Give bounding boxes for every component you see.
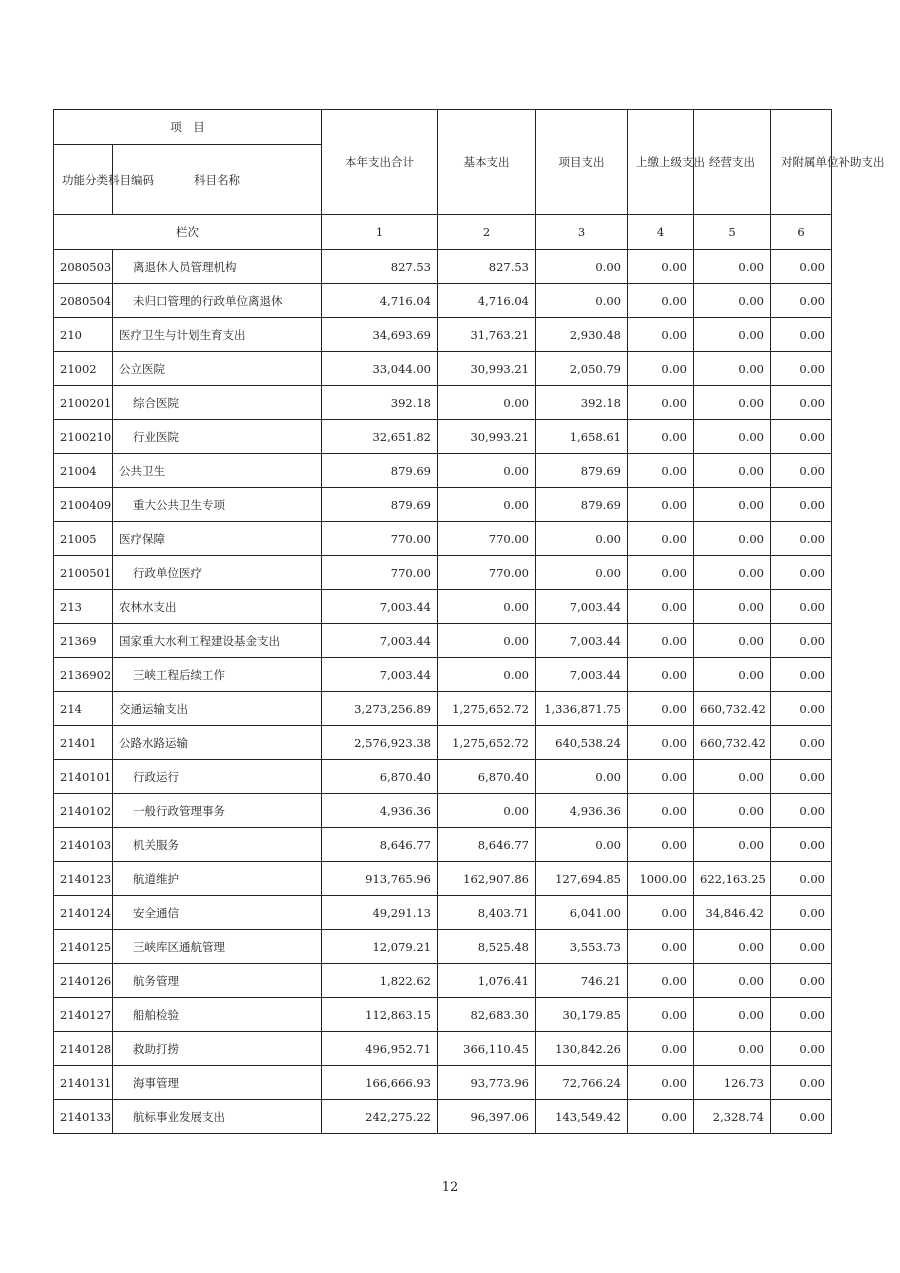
amount-total: 7,003.44: [322, 624, 438, 658]
amount-business: 126.73: [694, 1066, 771, 1100]
subject-name: 三峡工程后续工作: [113, 658, 322, 692]
amount-basic: 8,403.71: [438, 896, 536, 930]
subject-name: 航标事业发展支出: [113, 1100, 322, 1134]
subject-name: 医疗保障: [113, 522, 322, 556]
amount-basic: 770.00: [438, 522, 536, 556]
col-header-business: 经营支出: [694, 110, 771, 215]
amount-business: 34,846.42: [694, 896, 771, 930]
amount-business: 0.00: [694, 930, 771, 964]
amount-total: 34,693.69: [322, 318, 438, 352]
amount-basic: 366,110.45: [438, 1032, 536, 1066]
amount-remit: 0.00: [628, 964, 694, 998]
subject-code: 2140102: [54, 794, 113, 828]
amount-business: 0.00: [694, 998, 771, 1032]
subject-code: 2140103: [54, 828, 113, 862]
table-row: [54, 420, 832, 454]
amount-remit: 0.00: [628, 726, 694, 760]
amount-business: 0.00: [694, 964, 771, 998]
subject-name: 行业医院: [113, 420, 322, 454]
amount-remit: 0.00: [628, 1100, 694, 1134]
amount-remit: 0.00: [628, 692, 694, 726]
amount-business: 660,732.42: [694, 726, 771, 760]
subject-code: 21369: [54, 624, 113, 658]
table-row: [54, 964, 832, 998]
subject-code: 2140126: [54, 964, 113, 998]
amount-total: 879.69: [322, 488, 438, 522]
amount-subsidy: 0.00: [771, 454, 832, 488]
amount-basic: 6,870.40: [438, 760, 536, 794]
amount-total: 879.69: [322, 454, 438, 488]
table-row: [54, 386, 832, 420]
amount-basic: 82,683.30: [438, 998, 536, 1032]
code-col-header: 功能分类科目编码: [54, 145, 113, 215]
amount-project: 7,003.44: [536, 658, 628, 692]
amount-subsidy: 0.00: [771, 522, 832, 556]
subject-name: 航务管理: [113, 964, 322, 998]
table-row: [54, 692, 832, 726]
amount-subsidy: 0.00: [771, 420, 832, 454]
amount-business: 0.00: [694, 250, 771, 284]
amount-total: 12,079.21: [322, 930, 438, 964]
amount-project: 0.00: [536, 250, 628, 284]
subject-code: 2140123: [54, 862, 113, 896]
project-header: 项 目: [54, 110, 322, 145]
amount-total: 4,716.04: [322, 284, 438, 318]
amount-remit: 0.00: [628, 488, 694, 522]
amount-basic: 0.00: [438, 488, 536, 522]
amount-project: 879.69: [536, 454, 628, 488]
subject-name: 未归口管理的行政单位离退休: [113, 284, 322, 318]
amount-remit: 0.00: [628, 556, 694, 590]
amount-project: 1,336,871.75: [536, 692, 628, 726]
subject-name: 航道维护: [113, 862, 322, 896]
amount-remit: 0.00: [628, 284, 694, 318]
amount-business: 0.00: [694, 794, 771, 828]
table-row: [54, 284, 832, 318]
table-row: [54, 726, 832, 760]
amount-total: 496,952.71: [322, 1032, 438, 1066]
amount-basic: 4,716.04: [438, 284, 536, 318]
amount-business: 0.00: [694, 1032, 771, 1066]
amount-remit: 0.00: [628, 658, 694, 692]
subject-name: 公共卫生: [113, 454, 322, 488]
subject-code: 2140133: [54, 1100, 113, 1134]
amount-project: 72,766.24: [536, 1066, 628, 1100]
col-index: 3: [536, 215, 628, 250]
amount-project: 2,930.48: [536, 318, 628, 352]
amount-subsidy: 0.00: [771, 556, 832, 590]
amount-subsidy: 0.00: [771, 1032, 832, 1066]
amount-total: 827.53: [322, 250, 438, 284]
subject-name: 安全通信: [113, 896, 322, 930]
amount-total: 6,870.40: [322, 760, 438, 794]
table-row: [54, 352, 832, 386]
amount-project: 2,050.79: [536, 352, 628, 386]
amount-remit: 0.00: [628, 386, 694, 420]
amount-subsidy: 0.00: [771, 250, 832, 284]
amount-remit: 1000.00: [628, 862, 694, 896]
expenditure-table: [53, 109, 885, 1134]
amount-project: 4,936.36: [536, 794, 628, 828]
amount-basic: 770.00: [438, 556, 536, 590]
col-header-subsidy: 对附属单位补助支出: [771, 110, 832, 215]
subject-code: 2140128: [54, 1032, 113, 1066]
amount-total: 7,003.44: [322, 590, 438, 624]
amount-subsidy: 0.00: [771, 726, 832, 760]
table-row: [54, 896, 832, 930]
amount-basic: 8,525.48: [438, 930, 536, 964]
amount-business: 0.00: [694, 454, 771, 488]
amount-basic: 0.00: [438, 658, 536, 692]
amount-subsidy: 0.00: [771, 284, 832, 318]
amount-business: 0.00: [694, 828, 771, 862]
amount-project: 30,179.85: [536, 998, 628, 1032]
col-index: 5: [694, 215, 771, 250]
amount-subsidy: 0.00: [771, 930, 832, 964]
amount-basic: 1,275,652.72: [438, 692, 536, 726]
subject-code: 2100409: [54, 488, 113, 522]
subject-name: 行政运行: [113, 760, 322, 794]
subject-code: 213: [54, 590, 113, 624]
amount-subsidy: 0.00: [771, 1066, 832, 1100]
subject-code: 2140127: [54, 998, 113, 1032]
amount-total: 1,822.62: [322, 964, 438, 998]
amount-remit: 0.00: [628, 1032, 694, 1066]
amount-subsidy: 0.00: [771, 352, 832, 386]
subject-code: 2100210: [54, 420, 113, 454]
amount-business: 0.00: [694, 590, 771, 624]
amount-business: 0.00: [694, 760, 771, 794]
col-header-project: 项目支出: [536, 110, 628, 215]
subject-code: 2140101: [54, 760, 113, 794]
col-index: 6: [771, 215, 832, 250]
amount-subsidy: 0.00: [771, 692, 832, 726]
amount-basic: 1,076.41: [438, 964, 536, 998]
table-row: [54, 522, 832, 556]
col-index: 1: [322, 215, 438, 250]
amount-business: 0.00: [694, 352, 771, 386]
amount-basic: 0.00: [438, 454, 536, 488]
amount-project: 0.00: [536, 828, 628, 862]
amount-project: 879.69: [536, 488, 628, 522]
amount-project: 746.21: [536, 964, 628, 998]
amount-total: 112,863.15: [322, 998, 438, 1032]
row-index-label: 栏次: [54, 215, 322, 250]
table-row: [54, 998, 832, 1032]
table-row: [54, 488, 832, 522]
amount-remit: 0.00: [628, 930, 694, 964]
amount-remit: 0.00: [628, 318, 694, 352]
amount-subsidy: 0.00: [771, 386, 832, 420]
amount-basic: 827.53: [438, 250, 536, 284]
subject-name: 船舶检验: [113, 998, 322, 1032]
table-row: [54, 1066, 832, 1100]
amount-total: 770.00: [322, 522, 438, 556]
amount-project: 1,658.61: [536, 420, 628, 454]
table-row: [54, 1100, 832, 1134]
table-row: [54, 250, 832, 284]
amount-project: 0.00: [536, 556, 628, 590]
amount-subsidy: 0.00: [771, 488, 832, 522]
subject-code: 21004: [54, 454, 113, 488]
subject-code: 2080503: [54, 250, 113, 284]
amount-total: 32,651.82: [322, 420, 438, 454]
amount-remit: 0.00: [628, 590, 694, 624]
amount-total: 166,666.93: [322, 1066, 438, 1100]
amount-business: 0.00: [694, 522, 771, 556]
amount-basic: 31,763.21: [438, 318, 536, 352]
amount-remit: 0.00: [628, 522, 694, 556]
table-row: [54, 590, 832, 624]
amount-project: 130,842.26: [536, 1032, 628, 1066]
amount-total: 2,576,923.38: [322, 726, 438, 760]
amount-project: 0.00: [536, 284, 628, 318]
amount-total: 913,765.96: [322, 862, 438, 896]
amount-project: 392.18: [536, 386, 628, 420]
subject-code: 2080504: [54, 284, 113, 318]
amount-remit: 0.00: [628, 760, 694, 794]
amount-basic: 0.00: [438, 794, 536, 828]
amount-basic: 30,993.21: [438, 352, 536, 386]
amount-subsidy: 0.00: [771, 658, 832, 692]
amount-basic: 96,397.06: [438, 1100, 536, 1134]
amount-remit: 0.00: [628, 794, 694, 828]
amount-remit: 0.00: [628, 1066, 694, 1100]
amount-basic: 162,907.86: [438, 862, 536, 896]
subject-code: 21005: [54, 522, 113, 556]
subject-code: 2100201: [54, 386, 113, 420]
table-row: [54, 1032, 832, 1066]
subject-name: 农林水支出: [113, 590, 322, 624]
amount-basic: 30,993.21: [438, 420, 536, 454]
table-row: [54, 454, 832, 488]
amount-subsidy: 0.00: [771, 828, 832, 862]
amount-remit: 0.00: [628, 624, 694, 658]
amount-total: 242,275.22: [322, 1100, 438, 1134]
amount-project: 127,694.85: [536, 862, 628, 896]
amount-basic: 0.00: [438, 590, 536, 624]
table-row: [54, 862, 832, 896]
amount-remit: 0.00: [628, 454, 694, 488]
amount-basic: 0.00: [438, 624, 536, 658]
table-row: [54, 624, 832, 658]
amount-basic: 0.00: [438, 386, 536, 420]
amount-project: 7,003.44: [536, 624, 628, 658]
amount-project: 6,041.00: [536, 896, 628, 930]
col-header-remit: 上缴上级支出: [628, 110, 694, 215]
table-row: [54, 828, 832, 862]
subject-name: 救助打捞: [113, 1032, 322, 1066]
subject-name: 行政单位医疗: [113, 556, 322, 590]
amount-subsidy: 0.00: [771, 624, 832, 658]
subject-code: 2140124: [54, 896, 113, 930]
amount-remit: 0.00: [628, 828, 694, 862]
name-col-header: 科目名称: [113, 145, 322, 215]
subject-name: 国家重大水利工程建设基金支出: [113, 624, 322, 658]
subject-name: 公立医院: [113, 352, 322, 386]
amount-total: 4,936.36: [322, 794, 438, 828]
amount-basic: 8,646.77: [438, 828, 536, 862]
amount-total: 7,003.44: [322, 658, 438, 692]
subject-name: 离退休人员管理机构: [113, 250, 322, 284]
amount-subsidy: 0.00: [771, 318, 832, 352]
amount-subsidy: 0.00: [771, 590, 832, 624]
table-row: [54, 760, 832, 794]
amount-project: 7,003.44: [536, 590, 628, 624]
amount-project: 0.00: [536, 760, 628, 794]
col-index: 4: [628, 215, 694, 250]
amount-total: 33,044.00: [322, 352, 438, 386]
table-row: [54, 556, 832, 590]
amount-project: 143,549.42: [536, 1100, 628, 1134]
col-header-total: 本年支出合计: [322, 110, 438, 215]
amount-total: 8,646.77: [322, 828, 438, 862]
table-row: [54, 930, 832, 964]
amount-subsidy: 0.00: [771, 760, 832, 794]
subject-name: 医疗卫生与计划生育支出: [113, 318, 322, 352]
subject-name: 机关服务: [113, 828, 322, 862]
amount-subsidy: 0.00: [771, 998, 832, 1032]
amount-total: 49,291.13: [322, 896, 438, 930]
subject-code: 2136902: [54, 658, 113, 692]
amount-basic: 93,773.96: [438, 1066, 536, 1100]
amount-business: 0.00: [694, 284, 771, 318]
subject-name: 重大公共卫生专项: [113, 488, 322, 522]
amount-remit: 0.00: [628, 998, 694, 1032]
subject-code: 2140125: [54, 930, 113, 964]
subject-code: 21002: [54, 352, 113, 386]
amount-business: 660,732.42: [694, 692, 771, 726]
amount-subsidy: 0.00: [771, 862, 832, 896]
subject-code: 210: [54, 318, 113, 352]
page-number: 12: [441, 1180, 459, 1195]
subject-code: 214: [54, 692, 113, 726]
subject-name: 公路水路运输: [113, 726, 322, 760]
amount-subsidy: 0.00: [771, 1100, 832, 1134]
col-header-basic: 基本支出: [438, 110, 536, 215]
subject-name: 综合医院: [113, 386, 322, 420]
amount-remit: 0.00: [628, 896, 694, 930]
subject-code: 21401: [54, 726, 113, 760]
amount-total: 392.18: [322, 386, 438, 420]
subject-name: 三峡库区通航管理: [113, 930, 322, 964]
subject-name: 交通运输支出: [113, 692, 322, 726]
table-row: [54, 318, 832, 352]
amount-remit: 0.00: [628, 420, 694, 454]
table-row: [54, 794, 832, 828]
amount-total: 770.00: [322, 556, 438, 590]
amount-project: 3,553.73: [536, 930, 628, 964]
amount-business: 0.00: [694, 556, 771, 590]
amount-total: 3,273,256.89: [322, 692, 438, 726]
subject-code: 2140131: [54, 1066, 113, 1100]
amount-business: 0.00: [694, 624, 771, 658]
amount-project: 640,538.24: [536, 726, 628, 760]
subject-name: 一般行政管理事务: [113, 794, 322, 828]
amount-business: 0.00: [694, 658, 771, 692]
subject-name: 海事管理: [113, 1066, 322, 1100]
table-row: [54, 658, 832, 692]
amount-subsidy: 0.00: [771, 964, 832, 998]
amount-business: 2,328.74: [694, 1100, 771, 1134]
amount-business: 0.00: [694, 318, 771, 352]
subject-code: 2100501: [54, 556, 113, 590]
amount-business: 0.00: [694, 488, 771, 522]
amount-business: 622,163.25: [694, 862, 771, 896]
amount-remit: 0.00: [628, 250, 694, 284]
amount-subsidy: 0.00: [771, 794, 832, 828]
amount-subsidy: 0.00: [771, 896, 832, 930]
amount-business: 0.00: [694, 386, 771, 420]
amount-project: 0.00: [536, 522, 628, 556]
amount-basic: 1,275,652.72: [438, 726, 536, 760]
amount-remit: 0.00: [628, 352, 694, 386]
col-index: 2: [438, 215, 536, 250]
amount-business: 0.00: [694, 420, 771, 454]
